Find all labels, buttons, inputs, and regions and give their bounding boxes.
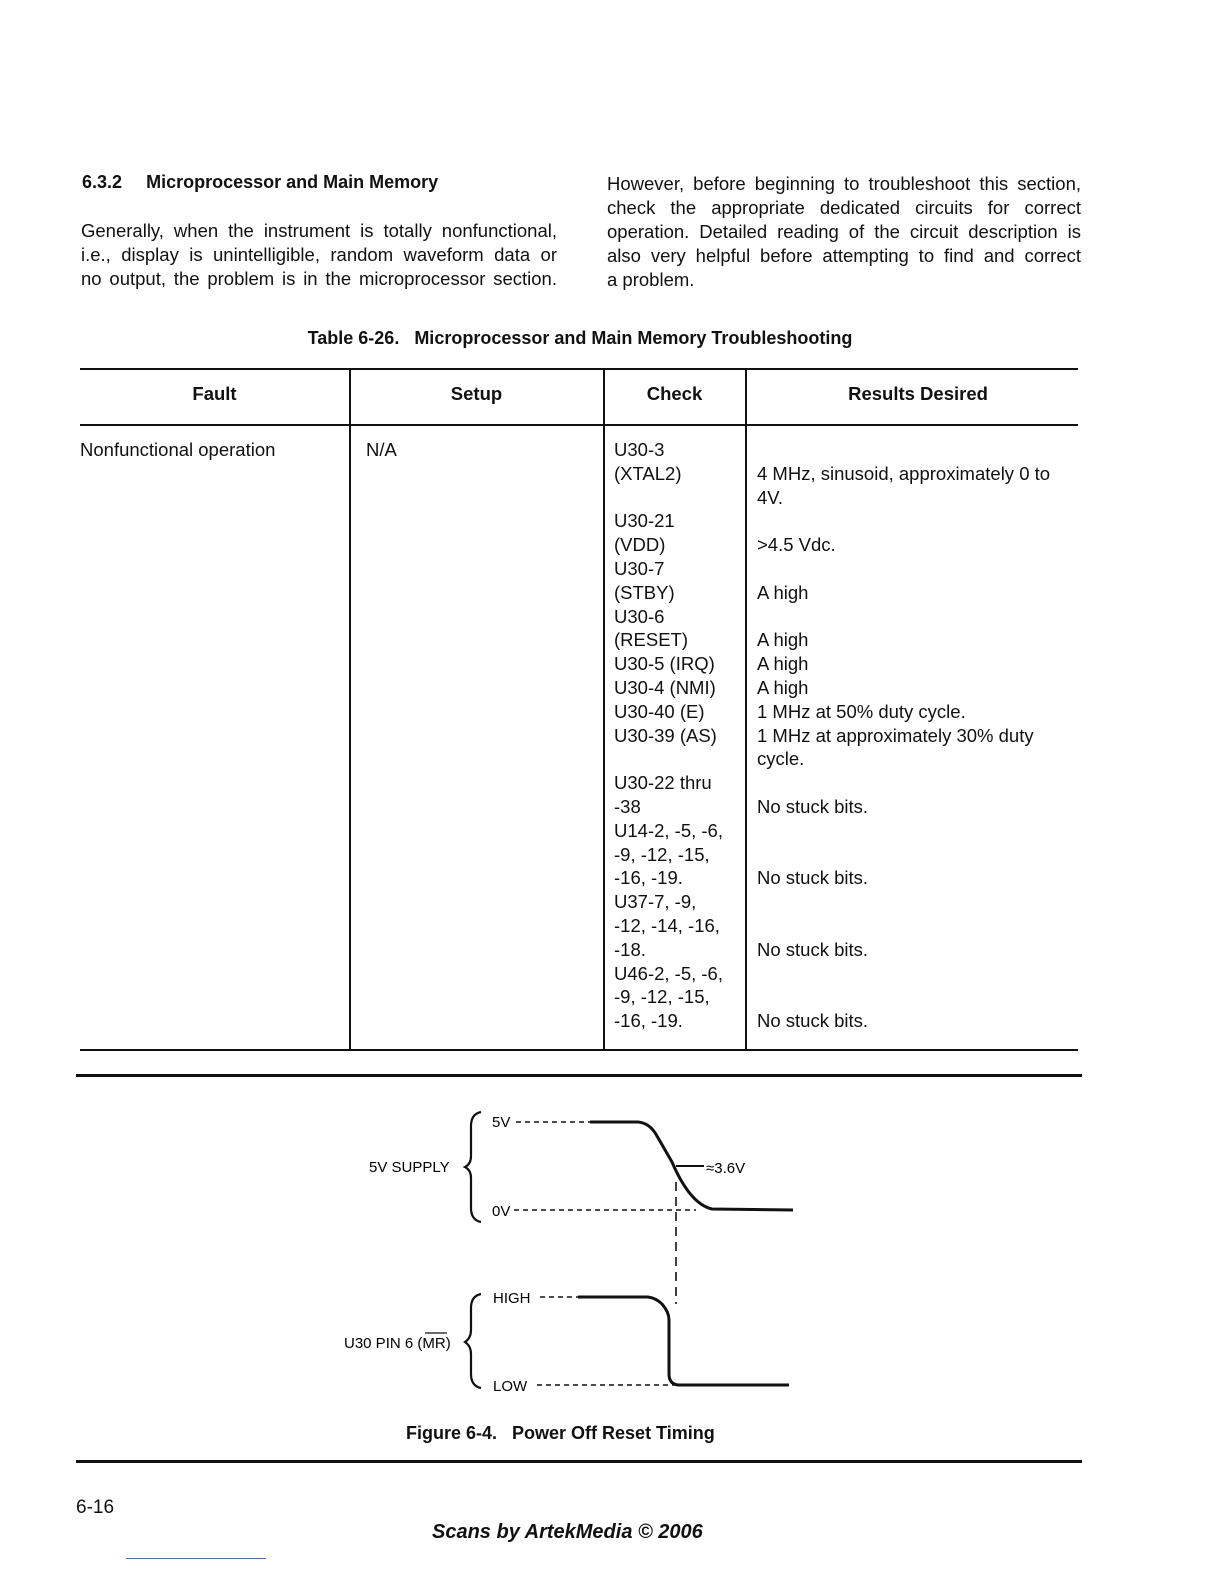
table-line — [614, 486, 723, 510]
paragraph-line: a problem. — [607, 269, 695, 290]
results-column — [757, 438, 1050, 1033]
paragraph-line: Generally, when the instrument is totally nonfunctional, — [81, 220, 557, 241]
table-line — [757, 771, 1050, 795]
section-title: Microprocessor and Main Memory — [146, 172, 439, 192]
table-line: (RESET) — [614, 629, 688, 651]
pin-label — [344, 1335, 451, 1352]
table-line: (VDD) — [614, 534, 666, 556]
column-divider — [349, 368, 351, 1050]
paragraph-line: no output, the problem is in the microprocessor section. — [81, 268, 557, 289]
table-line: 1 MHz at 50% duty cycle. — [757, 700, 966, 722]
table-top-rule — [80, 368, 1078, 370]
figure-caption: Figure 6-4. Power Off Reset Timing — [406, 1423, 715, 1443]
table-line: No stuck bits. — [757, 867, 869, 889]
table-line: >4.5 Vdc. — [757, 534, 836, 556]
table-line: A high — [757, 653, 809, 675]
table-title-wrap — [0, 328, 1160, 349]
table-line: U30-39 (AS) — [614, 724, 717, 746]
table-line — [757, 438, 1050, 462]
table-line: -9, -12, -15, — [614, 843, 710, 865]
paragraph-line: operation. Detailed reading of the circuit description is — [607, 221, 1081, 242]
table-line — [757, 605, 1050, 629]
setup-cell: N/A — [366, 439, 397, 460]
table-line: U30-7 — [614, 557, 665, 579]
table-line: U37-7, -9, — [614, 891, 697, 913]
table-line: U30-21 — [614, 510, 675, 532]
table-line: U30-22 thru — [614, 772, 712, 794]
table-line: -18. — [614, 938, 646, 960]
paragraph-line: i.e., display is unintelligible, random waveform data or — [81, 244, 557, 265]
table-line: A high — [757, 676, 809, 698]
table-line: 1 MHz at approximately 30% duty — [757, 724, 1034, 746]
table-line — [757, 557, 1050, 581]
paragraph-line: However, before beginning to troubleshoot this section, — [607, 173, 1081, 194]
pin-brace — [465, 1294, 481, 1388]
table-line: No stuck bits. — [757, 938, 869, 960]
paragraph-line: also very helpful before attempting to find and correct — [607, 245, 1081, 266]
table-line: -38 — [614, 795, 641, 817]
table-line: U14-2, -5, -6, — [614, 819, 723, 841]
section-number: 6.3.2 — [82, 172, 123, 192]
pin-label-overbar: MR — [422, 1335, 446, 1352]
check-column — [614, 438, 723, 1033]
table-line — [757, 819, 1050, 843]
table-header-rule — [80, 424, 1078, 426]
fault-cell: Nonfunctional operation — [80, 439, 276, 460]
table-line: -12, -14, -16, — [614, 914, 720, 936]
reset-waveform — [578, 1297, 789, 1385]
table-line: U30-4 (NMI) — [614, 676, 716, 698]
table-line: U46-2, -5, -6, — [614, 962, 723, 984]
table-line: U30-3 — [614, 439, 665, 460]
power-off-reset-timing-figure — [0, 1090, 1224, 1410]
table-line: A high — [757, 629, 809, 651]
intro-right-paragraph — [607, 172, 1081, 292]
table-line — [614, 747, 723, 771]
table-line — [757, 843, 1050, 867]
header-check: Check — [646, 383, 703, 404]
approx-voltage-label: ≈3.6V — [706, 1160, 746, 1177]
level-low-label: LOW — [493, 1378, 528, 1395]
section-heading — [82, 172, 438, 193]
figure-top-rule — [76, 1074, 1082, 1077]
table-line — [757, 985, 1050, 1009]
table-line: U30-6 — [614, 605, 665, 627]
level-high-label: HIGH — [493, 1290, 531, 1307]
table-line — [757, 914, 1050, 938]
table-line: (XTAL2) — [614, 462, 682, 484]
table-line: No stuck bits. — [757, 1010, 869, 1032]
pin-label-suffix: ) — [445, 1335, 451, 1352]
table-line: 4V. — [757, 486, 784, 508]
table-line: (STBY) — [614, 581, 675, 603]
figure-bottom-rule — [76, 1460, 1082, 1463]
table-line: cycle. — [757, 748, 805, 770]
table-title: Table 6-26. Microprocessor and Main Memory Troubleshooting — [307, 328, 853, 348]
page-number: 6-16 — [76, 1497, 115, 1518]
table-line: No stuck bits. — [757, 795, 869, 817]
table-line — [757, 509, 1050, 533]
supply-label: 5V SUPPLY — [369, 1159, 450, 1176]
footer-link-underline — [126, 1558, 266, 1559]
header-fault: Fault — [192, 383, 237, 404]
table-line: U30-40 (E) — [614, 700, 705, 722]
table-line — [757, 962, 1050, 986]
table-line: -9, -12, -15, — [614, 986, 710, 1008]
intro-left-paragraph — [81, 219, 557, 291]
scan-credit-footer: Scans by ArtekMedia © 2006 — [432, 1521, 703, 1543]
column-divider — [603, 368, 605, 1050]
table-line: -16, -19. — [614, 1010, 683, 1032]
paragraph-line: check the appropriate dedicated circuits for correct — [607, 197, 1081, 218]
header-setup: Setup — [450, 383, 503, 404]
table-line: -16, -19. — [614, 867, 683, 889]
header-results-desired: Results Desired — [848, 383, 988, 404]
pin-label-prefix: U30 PIN 6 ( — [344, 1335, 423, 1352]
level-5v-label: 5V — [492, 1114, 511, 1131]
level-0v-label: 0V — [492, 1203, 511, 1220]
column-divider — [745, 368, 747, 1050]
table-line: U30-5 (IRQ) — [614, 653, 715, 675]
table-line: 4 MHz, sinusoid, approximately 0 to — [757, 462, 1051, 484]
table-bottom-rule — [80, 1049, 1078, 1051]
table-line — [757, 890, 1050, 914]
table-line: A high — [757, 581, 809, 603]
supply-brace — [465, 1112, 481, 1222]
